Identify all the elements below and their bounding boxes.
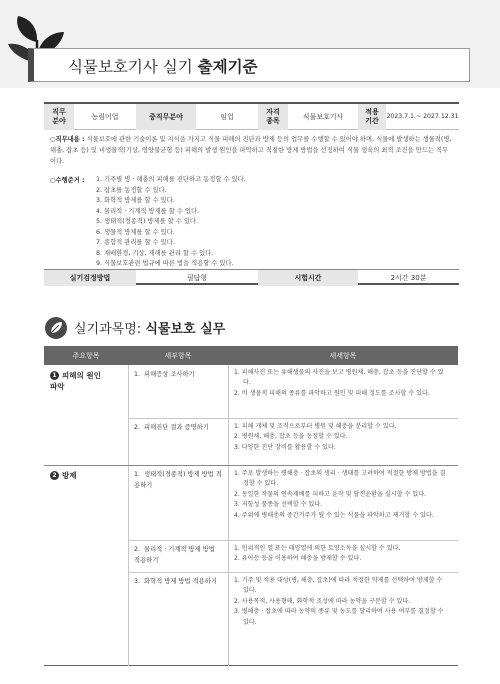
table-header-row [44, 346, 458, 365]
detail-item: 1. 기주 및 적용 대상(병, 해충, 잡초)에 따라 적절한 약제를 선택하여 방제할 수 있다. [234, 577, 443, 595]
ability-item: 4. 물리적 · 기계적 방제를 할 수 있다. [96, 207, 200, 215]
sub-label: 피해진단 결과 증명하기 [144, 424, 209, 431]
row-divider [128, 540, 458, 541]
ability-item: 5. 생태적(경종적) 방제를 할 수 있다. [96, 218, 199, 225]
duty-label: ○직무내용 : [50, 136, 85, 143]
major-label: 피해의 원인 파악 [50, 371, 101, 391]
section-title-prefix: 실기과목명: [74, 322, 146, 337]
title-prefix: 식물보호기사 실기 [68, 58, 198, 76]
major-item-control [50, 470, 120, 481]
exam-criteria-table [44, 346, 458, 666]
ability-item: 6. 생물적 방제를 할 수 있다. [96, 228, 175, 236]
duty-description [50, 134, 454, 168]
midfield-label: 중직무분야 [136, 104, 196, 130]
field-label: 직무 분야 [44, 104, 74, 130]
detail-item: 3. 병해충 · 잡초에 따라 농약의 종류 및 농도를 달리하여 사용 여부를 결정할 수 있다. [234, 608, 444, 626]
title-bold: 출제기준 [197, 58, 258, 76]
ability-item: 2. 잡초를 동정할 수 있다. [96, 186, 167, 194]
exam-method-label: 실기검정방법 [44, 270, 136, 286]
detail-item: 1. 주로 발생하는 병해충 · 잡초의 생리 · 생태를 고려하여 적절한 방제 방법을 결정할 수 있다. [234, 470, 446, 488]
period-value: 2023.7.1.~ 2027.12.31 [386, 113, 459, 121]
detail-item: 1. 피해사진 또는 유해생물의 사진을 보고 병원체, 해충, 잡초 등을 진단할 수 있다. [234, 369, 444, 387]
ability-item: 9. 식물보호관련 법규에 따른 법을 적용할 수 있다. [96, 260, 234, 267]
detail-item: 2. 비 생물적 피해의 종류를 파악하고 원인 및 피해 정도를 조사할 수 있다. [234, 389, 430, 397]
info-head-row [44, 104, 459, 130]
duty-text: 식물보호에 관한 기술이론 및 지식을 가지고 식물 피해의 진단과 방제 등의 업무를 수행할 수 있어야 하며, 식물에 발생하는 생물적(병, 해충, 잡초 등) 및 비생물적(기상, 영양불균형 등) 피해의 발생 원인을 파악하고 적절한 방제 방법을 선정하여 식물 생육의 최적 조건을 만드는 직무이다. [50, 136, 452, 166]
detail-list [234, 469, 450, 521]
row-divider [128, 418, 458, 419]
detail-list [234, 422, 450, 453]
major-number-badge: 1 [50, 371, 59, 380]
section-title [74, 318, 225, 337]
detail-list [234, 368, 450, 399]
sub-label: 물리적 · 기계적 방제 방법 적용하기 [134, 546, 215, 564]
info-box [44, 102, 459, 285]
exam-time-label: 시험시간 [258, 270, 358, 286]
ability-label-text: ○수행준거 : [50, 177, 85, 184]
major-item-cause [50, 370, 120, 392]
column-divider [128, 365, 129, 666]
sub-number: 2. [134, 546, 141, 553]
header-sub: 세부항목 [164, 351, 192, 360]
page-title [68, 55, 258, 77]
detail-item: 1. 피해 개체 및 조직으로부터 병원 및 해충을 분리할 수 있다. [234, 423, 397, 430]
ability-list [96, 175, 246, 270]
midfield-value: 임업 [220, 112, 234, 121]
detail-item: 3. 다양한 진단 장비를 활용할 수 있다. [234, 443, 336, 451]
detail-item: 4. 주위에 병해충의 중간기주가 될 수 있는 식물을 파악하고 제거할 수 있다. [234, 511, 434, 519]
period-label: 적용 기간 [358, 104, 386, 130]
leaf-badge-icon [44, 316, 68, 340]
cert-value: 식물보호기사 [302, 112, 344, 121]
detail-list [234, 576, 450, 628]
sub-label: 생태적(경종적) 방제 방법 적용하기 [134, 471, 222, 489]
sub-item-ecological-control [134, 470, 222, 491]
major-number-badge: 2 [50, 471, 59, 480]
sub-item-physical-control [134, 545, 222, 566]
detail-item: 2. 병원체, 해충, 잡초 등을 동정할 수 있다. [234, 433, 348, 441]
exam-time-value: 2시간 30분 [390, 273, 427, 282]
ability-item: 7. 종합적 관리를 할 수 있다. [96, 239, 175, 246]
sub-number: 1. [134, 371, 141, 378]
column-divider [228, 365, 229, 666]
sub-number: 1. [134, 471, 141, 478]
sub-label: 피해증상 조사하기 [144, 371, 195, 378]
detail-item: 3. 저항성 품종을 선택할 수 있다. [234, 501, 323, 509]
major-label: 방제 [62, 471, 77, 480]
detail-item: 2. 유아등 등을 이용하여 해충을 방제할 수 있다. [234, 555, 362, 563]
sub-label: 화학적 방제 방법 적용하기 [144, 578, 217, 585]
field-value: 농림어업 [91, 112, 119, 121]
ability-item: 3. 화학적 방제를 할 수 있다. [96, 197, 175, 204]
detail-item: 1. 인위적인 열 또는 태양열에 의한 토양소독을 실시할 수 있다. [234, 545, 401, 552]
row-divider [128, 572, 458, 573]
exam-info-row [44, 269, 459, 285]
detail-item: 2. 사용목적, 사용형태, 화학적 조성에 따라 농약을 구분할 수 있다. [234, 597, 411, 605]
cert-label: 자격 종목 [258, 104, 288, 130]
sub-number: 2. [134, 424, 141, 431]
sub-item-symptom-survey [134, 370, 222, 381]
sub-item-diagnosis-proof [134, 423, 222, 434]
sub-number: 3. [134, 578, 141, 585]
sub-item-chemical-control [134, 577, 222, 588]
header-detail: 세세항목 [329, 351, 357, 360]
header-major: 주요항목 [72, 351, 100, 360]
section-title-bold: 식물보호 실무 [145, 322, 226, 337]
detail-item: 2. 동일한 작물의 연속재배를 피하고 윤작 및 답전윤환을 실시할 수 있다. [234, 490, 426, 498]
exam-method-value: 필답형 [186, 273, 208, 282]
ability-item: 8. 재배환경, 기상, 재해를 관리 할 수 있다. [96, 249, 214, 257]
row-divider [44, 465, 458, 466]
detail-list [234, 544, 450, 565]
ability-item: 1. 기주별 병 · 해충의 피해를 진단하고 동정할 수 있다. [96, 176, 246, 183]
ability-label [50, 175, 100, 186]
title-box [28, 48, 470, 82]
